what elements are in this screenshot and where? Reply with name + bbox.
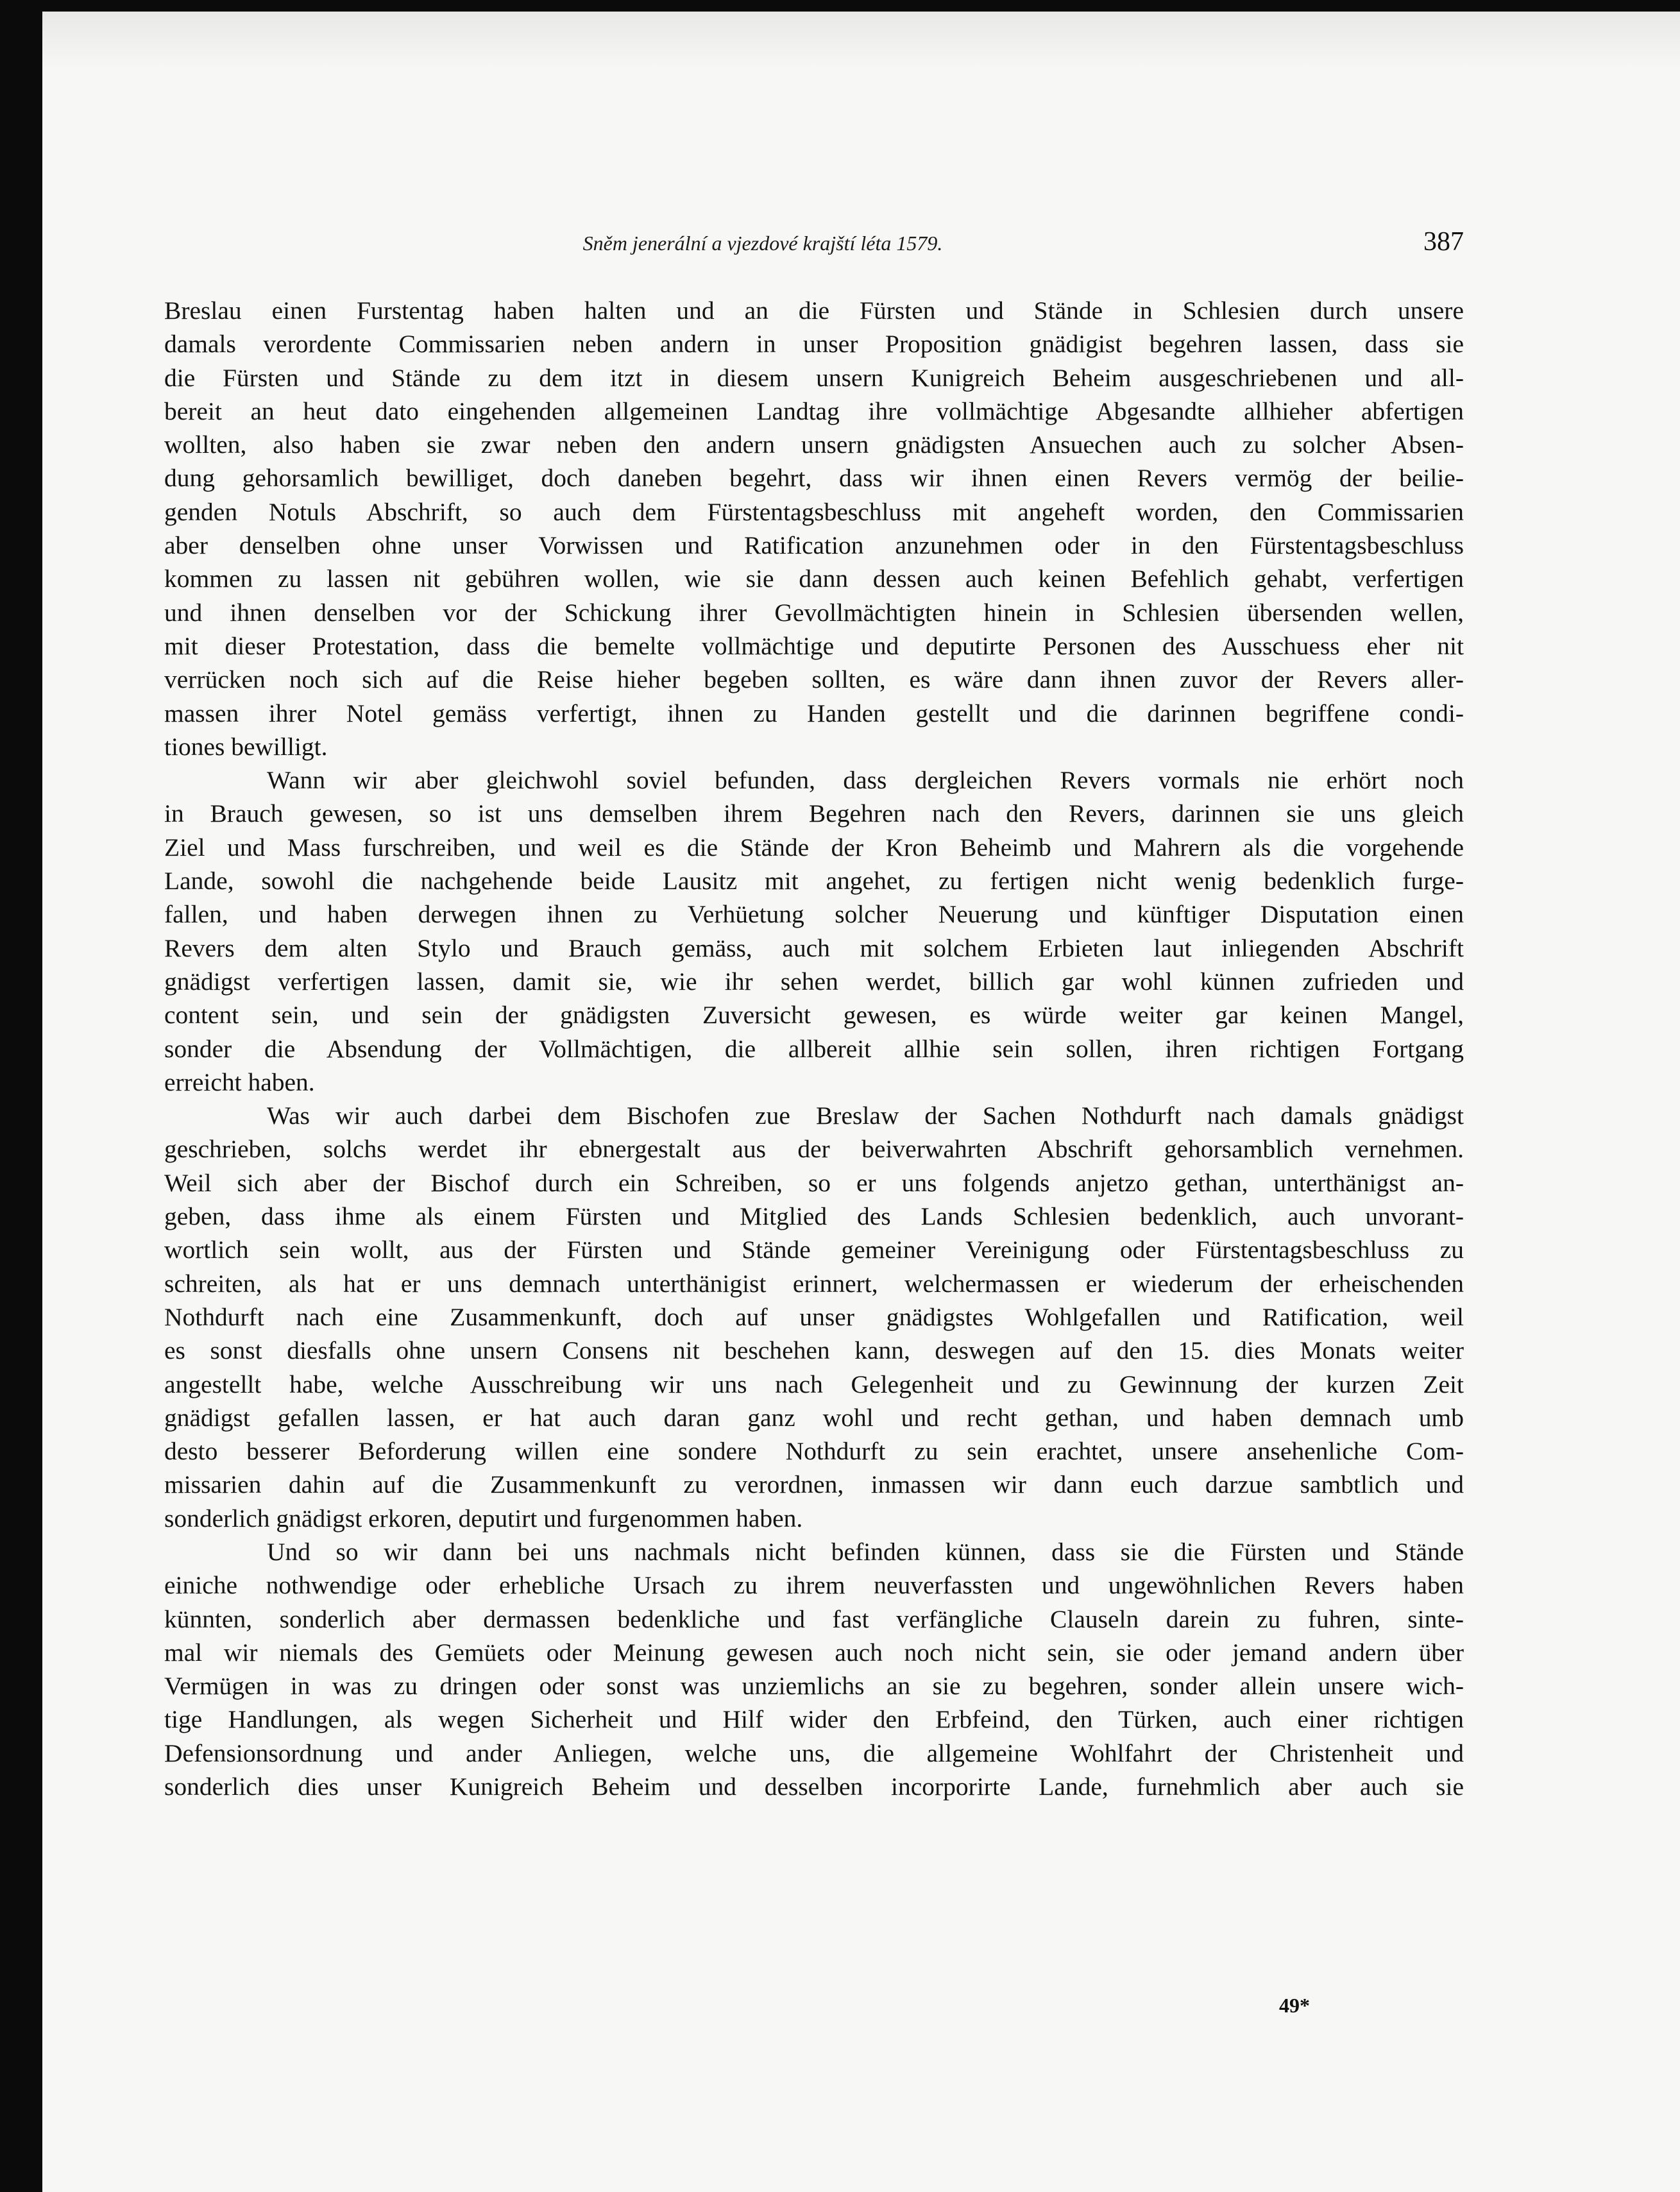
text-line: Und so wir dann bei uns nachmals nicht befinden künnen, dass sie die Fürsten und Stände [267,1537,1464,1566]
text-line: Lande, sowohl die nachgehende beide Lausitz mit angehet, zu fertigen nicht wenig bedenklich furge- [164,867,1464,896]
text-line: Was wir auch darbei dem Bischofen zue Breslaw der Sachen Nothdurft nach damals gnädigst [267,1101,1464,1130]
text-line: Vermügen in was zu dringen oder sonst was unziemlichs an sie zu begehren, sonder allein unsere wich- [164,1672,1464,1701]
document-page [42,12,1680,2192]
text-line: missarien dahin auf die Zusammenkunft zu verordnen, inmassen wir dann euch darzue sambtlich und [164,1470,1464,1499]
text-line: erreicht haben. [164,1067,315,1096]
text-line: mal wir niemals des Gemüets oder Meinung gewesen auch noch nicht sein, sie oder jemand andern über [164,1638,1464,1667]
text-line: desto besserer Beforderung willen eine sondere Nothdurft zu sein erachtet, unsere ansehenliche Com- [164,1437,1464,1466]
text-line: Wann wir aber gleichwohl soviel befunden, dass dergleichen Revers vormals nie erhört noch [267,766,1464,795]
text-line: sonder die Absendung der Vollmächtigen, die allbereit allhie sein sollen, ihren richtigen Fortgang [164,1034,1464,1063]
text-line: damals verordente Commissarien neben andern in unser Proposition gnädigist begehren lassen, dass sie [164,330,1464,359]
text-line: verrücken noch sich auf die Reise hieher begeben sollten, es wäre dann ihnen zuvor der Revers aller- [164,665,1464,694]
text-line: geschrieben, solchs werdet ihr ebnergestalt aus der beiverwahrten Abschrift gehorsamblich vernehmen. [164,1135,1464,1164]
signature-mark: 49* [1279,1994,1310,2017]
text-line: geben, dass ihme als einem Fürsten und Mitglied des Lands Schlesien bedenklich, auch unvorant- [164,1202,1464,1231]
text-line: aber denselben ohne unser Vorwissen und Ratification anzunehmen oder in den Fürstentagsbeschluss [164,531,1464,560]
text-line: Ziel und Mass furschreiben, und weil es die Stände der Kron Beheimb und Mahrern als die vorgehende [164,833,1464,862]
text-line: sonderlich gnädigst erkoren, deputirt und furgenommen haben. [164,1504,803,1533]
text-line: tiones bewilligt. [164,732,328,761]
text-line: Defensionsordnung und ander Anliegen, welche uns, die allgemeine Wohlfahrt der Christenheit und [164,1738,1464,1767]
text-line: mit dieser Protestation, dass die bemelte vollmächtige und deputirte Personen des Ausschuess eher nit [164,631,1464,660]
text-line: Nothdurft nach eine Zusammenkunft, doch auf unser gnädigstes Wohlgefallen und Ratification, weil [164,1302,1464,1331]
text-line: künnten, sonderlich aber dermassen bedenkliche und fast verfängliche Clauseln darein zu fuhren, sinte- [164,1604,1464,1633]
running-title: Sněm jenerální a vjezdové krajští léta 1579. [582,232,943,255]
text-line: die Fürsten und Stände zu dem itzt in diesem unsern Kunigreich Beheim ausgeschriebenen und all- [164,363,1464,392]
text-line: massen ihrer Notel gemäss verfertigt, ihnen zu Handen gestellt und die darinnen begriffene condi- [164,699,1464,727]
page-header [164,226,1464,265]
text-line: bereit an heut dato eingehenden allgemeinen Landtag ihre vollmächtige Abgesandte allhieher abfertigen [164,396,1464,425]
text-line: es sonst diesfalls ohne unsern Consens nit beschehen kann, deswegen auf den 15. dies Monats weiter [164,1336,1464,1365]
body-text [164,294,1464,1803]
text-line: angestellt habe, welche Ausschreibung wir uns nach Gelegenheit und zu Gewinnung der kurzen Zeit [164,1370,1464,1398]
text-line: und ihnen denselben vor der Schickung ihrer Gevollmächtigten hinein in Schlesien übersenden wellen, [164,598,1464,627]
text-line: in Brauch gewesen, so ist uns demselben ihrem Begehren nach den Revers, darinnen sie uns gleich [164,799,1464,828]
text-line: Weil sich aber der Bischof durch ein Schreiben, so er uns folgends anjetzo gethan, unterthänigst an- [164,1168,1464,1197]
text-line: content sein, und sein der gnädigsten Zuversicht gewesen, es würde weiter gar keinen Mangel, [164,1001,1464,1030]
text-line: genden Notuls Abschrift, so auch dem Fürstentagsbeschluss mit angeheft worden, den Commissarien [164,497,1464,526]
text-line: wortlich sein wollt, aus der Fürsten und Stände gemeiner Vereinigung oder Fürstentagsbeschluss zu [164,1236,1464,1264]
text-line: sonderlich dies unser Kunigreich Beheim und desselben incorporirte Lande, furnehmlich aber auch sie [164,1772,1464,1801]
text-line: dung gehorsamlich bewilliget, doch daneben begehrt, dass wir ihnen einen Revers vermög der beilie- [164,464,1464,493]
text-line: Revers dem alten Stylo und Brauch gemäss, auch mit solchem Erbieten laut inliegenden Abschrift [164,933,1464,962]
text-line: Breslau einen Furstentag haben halten und an die Fürsten und Stände in Schlesien durch unsere [164,296,1464,325]
text-line: kommen zu lassen nit gebühren wollen, wie sie dann dessen auch keinen Befehlich gehabt, verfertigen [164,565,1464,593]
text-line: gnädigst verfertigen lassen, damit sie, wie ihr sehen werdet, billich gar wohl künnen zufrieden und [164,967,1464,996]
text-line: schreiten, als hat er uns demnach unterthänigist erinnert, welchermassen er wiederum der erheischenden [164,1269,1464,1298]
text-line: gnädigst gefallen lassen, er hat auch daran ganz wohl und recht gethan, und haben demnach umb [164,1403,1464,1432]
text-line: fallen, und haben derwegen ihnen zu Verhüetung solcher Neuerung und künftiger Disputation einen [164,900,1464,929]
text-line: wollten, also haben sie zwar neben den andern unsern gnädigsten Ansuechen auch zu solcher Absen- [164,430,1464,459]
text-line: einiche nothwendige oder erhebliche Ursach zu ihrem neuverfassten und ungewöhnlichen Revers haben [164,1571,1464,1600]
page-number: 387 [1423,227,1464,257]
text-line: tige Handlungen, als wegen Sicherheit und Hilf wider den Erbfeind, den Türken, auch einer richtigen [164,1705,1464,1734]
